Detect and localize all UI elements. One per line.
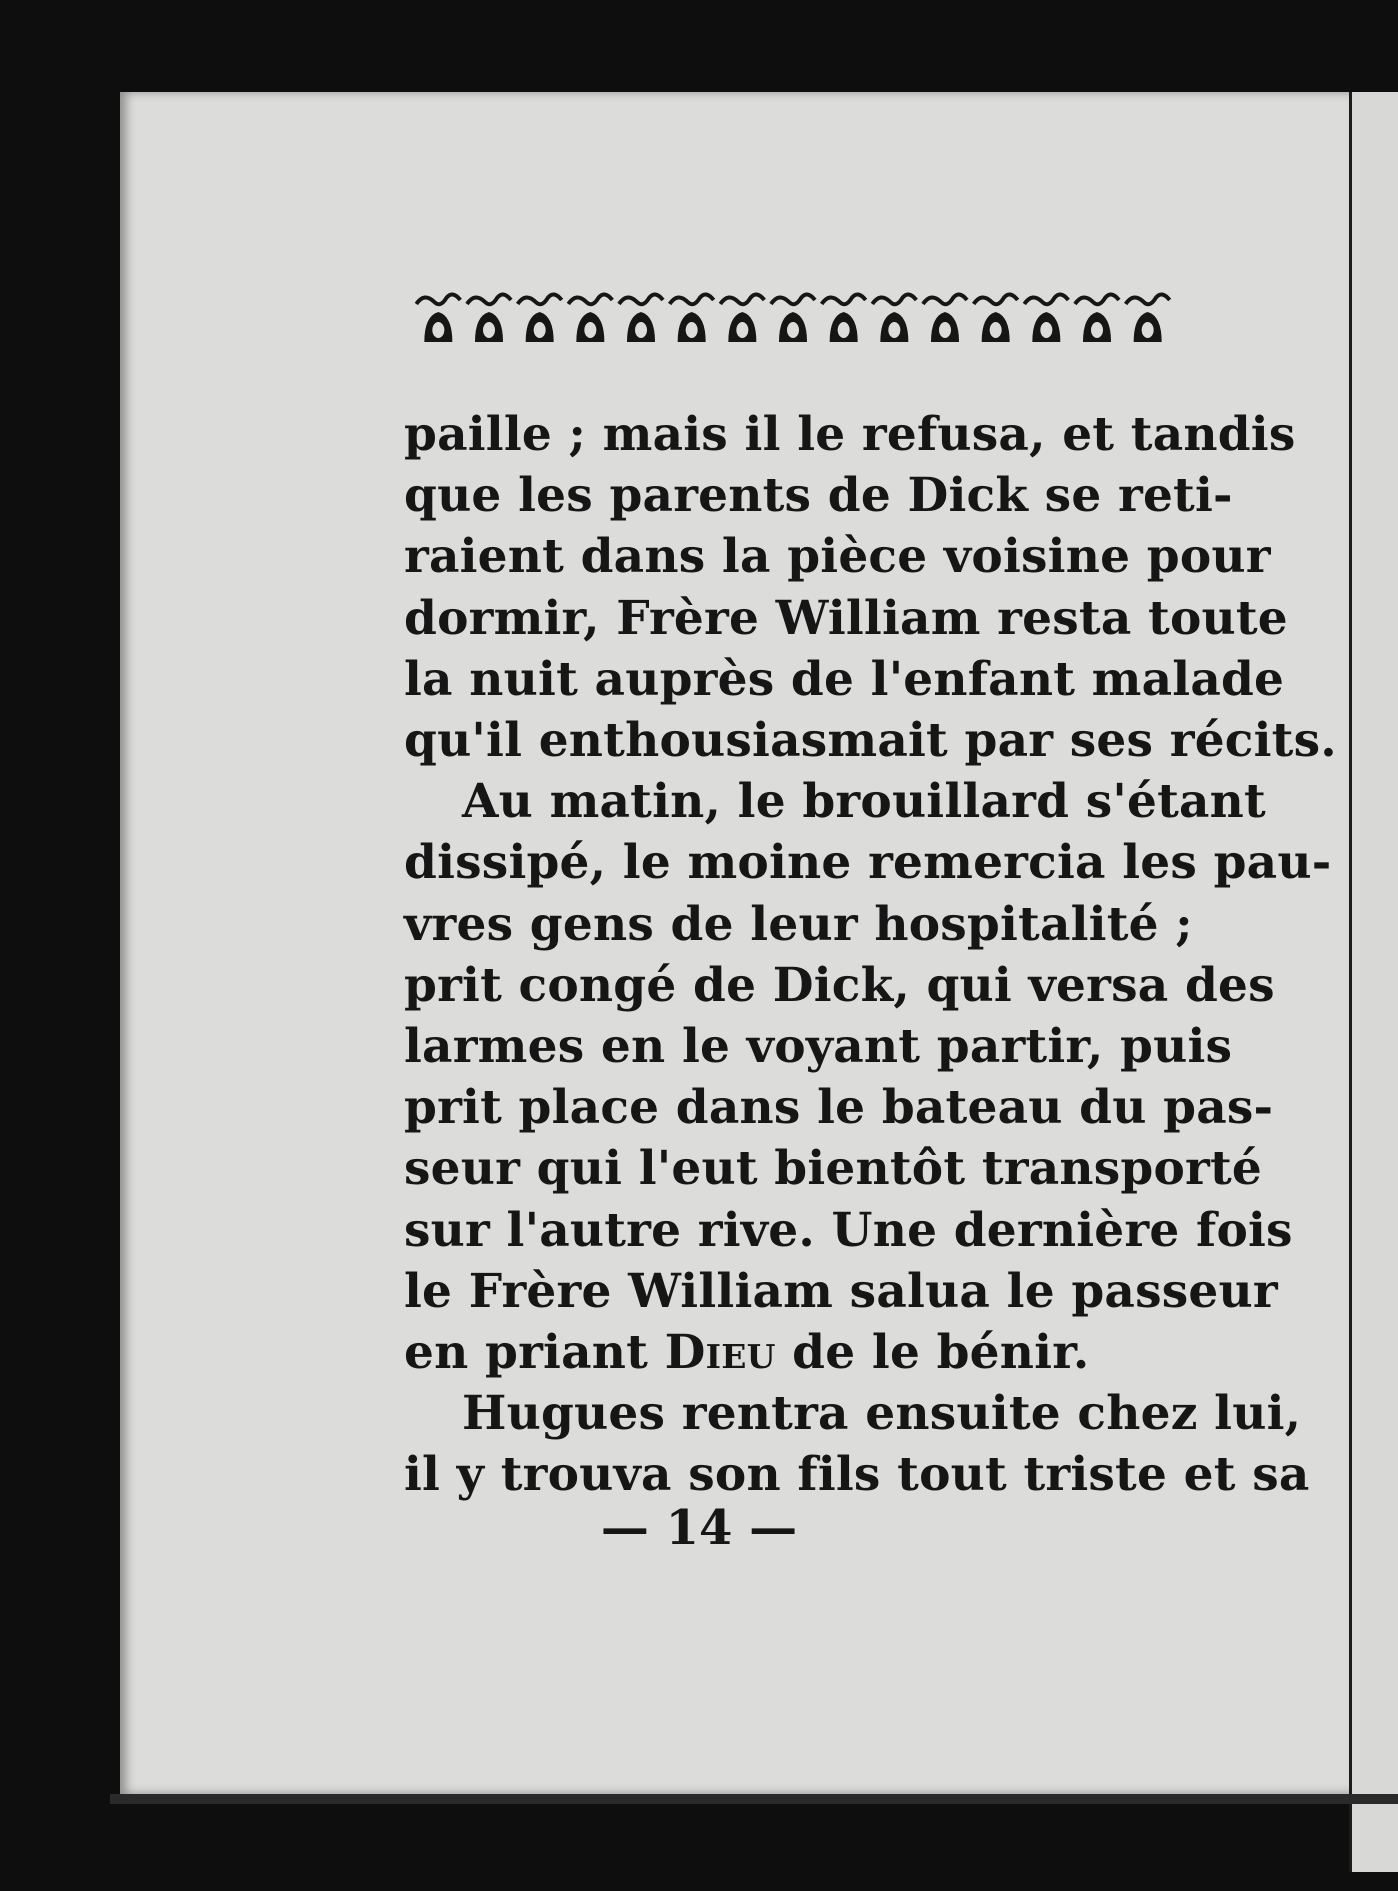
ornament-scroll <box>872 294 916 304</box>
text-line: vres gens de leur hospitalité ; <box>404 896 1193 952</box>
ornament-scroll <box>974 294 1018 304</box>
text-fragment: en priant <box>404 1325 649 1381</box>
ornament-shell-highlight <box>838 322 850 338</box>
ornament-scroll <box>670 294 714 304</box>
ornament-shell-highlight <box>888 322 900 338</box>
text-line: la nuit auprès de l'enfant malade <box>404 651 1285 707</box>
text-line <box>404 1322 1164 1383</box>
text-line: qu'il enthousiasmait par ses récits. <box>404 713 1337 769</box>
ornament-shell-highlight <box>1091 322 1103 338</box>
ornament-scroll <box>923 294 967 304</box>
ornament-scroll <box>771 294 815 304</box>
text-line: dissipé, le moine remercia les pau- <box>404 835 1332 891</box>
text-line: raient dans la pièce voisine pour <box>404 529 1271 585</box>
ornament-scroll <box>822 294 866 304</box>
ornament-scroll <box>1126 294 1170 304</box>
page-bottom-edge <box>110 1794 1398 1804</box>
ornament-scroll <box>1024 294 1068 304</box>
text-line: seur qui l'eut bientôt transporté <box>404 1141 1262 1197</box>
ornament-scroll <box>467 294 511 304</box>
text-line: Hugues rentra ensuite chez lui, <box>462 1386 1302 1442</box>
text-line: il y trouva son fils tout triste et sa <box>404 1447 1310 1503</box>
ornament-scroll <box>619 294 663 304</box>
ornament-shell-highlight <box>584 322 596 338</box>
ornament-shell-highlight <box>736 322 748 338</box>
ornament-shell-highlight <box>635 322 647 338</box>
text-line: que les parents de Dick se reti- <box>404 468 1233 524</box>
ornament-shell-highlight <box>483 322 495 338</box>
ornament-scroll <box>518 294 562 304</box>
text-line: prit congé de Dick, qui versa des <box>404 957 1275 1013</box>
ornament-shell-highlight <box>1040 322 1052 338</box>
ornament-scroll <box>416 294 460 304</box>
ornament-shell-highlight <box>686 322 698 338</box>
text-line: dormir, Frère William resta toute <box>404 590 1288 646</box>
ornament-shell-highlight <box>990 322 1002 338</box>
text-line: le Frère William salua le passeur <box>404 1263 1278 1319</box>
ornament-scroll <box>720 294 764 304</box>
ornament-shell-highlight <box>787 322 799 338</box>
ornament-scroll <box>568 294 612 304</box>
ornament-scroll <box>1075 294 1119 304</box>
text-fragment: de le bénir. <box>792 1325 1090 1381</box>
text-line: larmes en le voyant partir, puis <box>404 1019 1233 1075</box>
text-line: sur l'autre rive. Une dernière fois <box>404 1202 1293 1258</box>
ornament-shell-highlight <box>534 322 546 338</box>
divine-name: Dieu <box>664 1325 776 1381</box>
text-line: prit place dans le bateau du pas- <box>404 1080 1274 1136</box>
page-number: — 14 — <box>600 1500 798 1556</box>
text-line: paille ; mais il le refusa, et tandis <box>404 407 1296 462</box>
ornament-shell-highlight <box>432 322 444 338</box>
body-text <box>404 404 1337 1506</box>
ornament-shell-highlight <box>939 322 951 338</box>
decorative-header-ornament <box>413 290 1173 352</box>
adjacent-page-edge <box>1349 92 1398 1872</box>
ornament-shell-highlight <box>1142 322 1154 338</box>
text-line: Au matin, le brouillard s'étant <box>462 774 1266 830</box>
